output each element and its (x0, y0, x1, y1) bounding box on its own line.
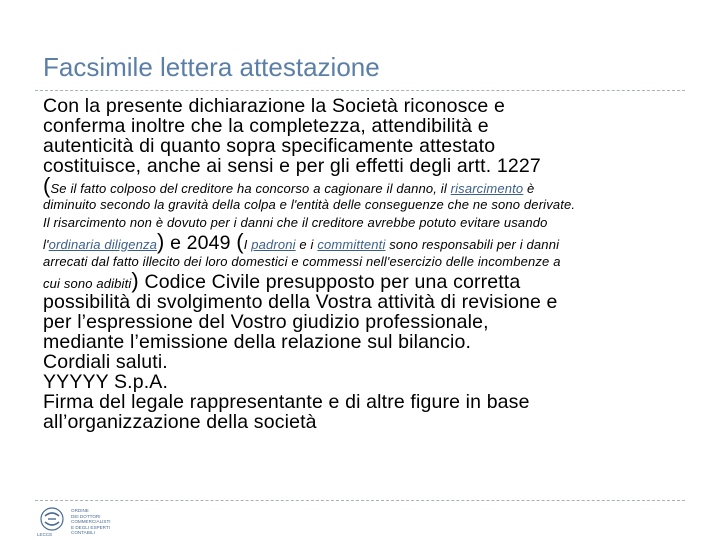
body-line: per l’espressione del Vostro giudizio professionale, (43, 311, 489, 333)
bottom-divider (35, 500, 685, 501)
organization-logo (37, 505, 117, 539)
body-line: conferma inoltre che la completezza, attendibilità e (43, 115, 489, 137)
body-line: costituisce, anche ai sensi e per gli effetti degli artt. 1227 (43, 155, 541, 177)
mixed-line: cui sono adibiti) Codice Civile presupposto per una corretta (43, 268, 521, 293)
padroni-link[interactable]: padroni (251, 237, 296, 252)
signature-line: all’organizzazione della società (43, 411, 317, 433)
top-divider (35, 90, 685, 91)
slide-title: Facsimile lettera attestazione (43, 52, 380, 82)
company-name: YYYYY S.p.A. (43, 371, 169, 393)
body-line: Con la presente dichiarazione la Società riconosce e (43, 95, 505, 117)
footnote-1-line: Il risarcimento non è dovuto per i danni che il creditore avrebbe potuto evitare usando (43, 215, 548, 230)
open-paren: ( (43, 173, 51, 198)
logo-emblem-icon (39, 506, 65, 532)
letter-body (43, 96, 693, 432)
footnote-1-line: diminuito secondo la gravità della colpa e l'entità delle conseguenze che ne sono derivate. (43, 197, 576, 212)
body-line: autenticità di quanto sopra specificamente attestato (43, 135, 496, 157)
risarcimento-link[interactable]: risarcimento (450, 181, 524, 196)
logo-text: ORDINE DEI DOTTORI COMMERCIALISTI E DEGLI ESPERTI CONTABILI (71, 508, 111, 536)
mixed-line: l'ordinaria diligenza) e 2049 (I padroni e i committenti sono responsabili per i danni (43, 229, 560, 254)
ordinaria-diligenza-link[interactable]: ordinaria diligenza (48, 237, 158, 252)
logo-city: LECCE (37, 532, 53, 537)
footnote-1: (Se il fatto colposo del creditore ha concorso a cagionare il danno, il risarcimento è (43, 173, 535, 198)
footnote-2-line: arrecati dal fatto illecito dei loro domestici e commessi nell'esercizio delle incombenze a (43, 254, 561, 269)
body-line: mediante l’emissione della relazione sul bilancio. (43, 331, 472, 353)
committenti-link[interactable]: committenti (317, 237, 386, 252)
body-line: possibilità di svolgimento della Vostra attività di revisione e (43, 291, 558, 313)
closing-line: Cordiali saluti. (43, 351, 168, 373)
signature-line: Firma del legale rappresentante e di altre figure in base (43, 391, 530, 413)
